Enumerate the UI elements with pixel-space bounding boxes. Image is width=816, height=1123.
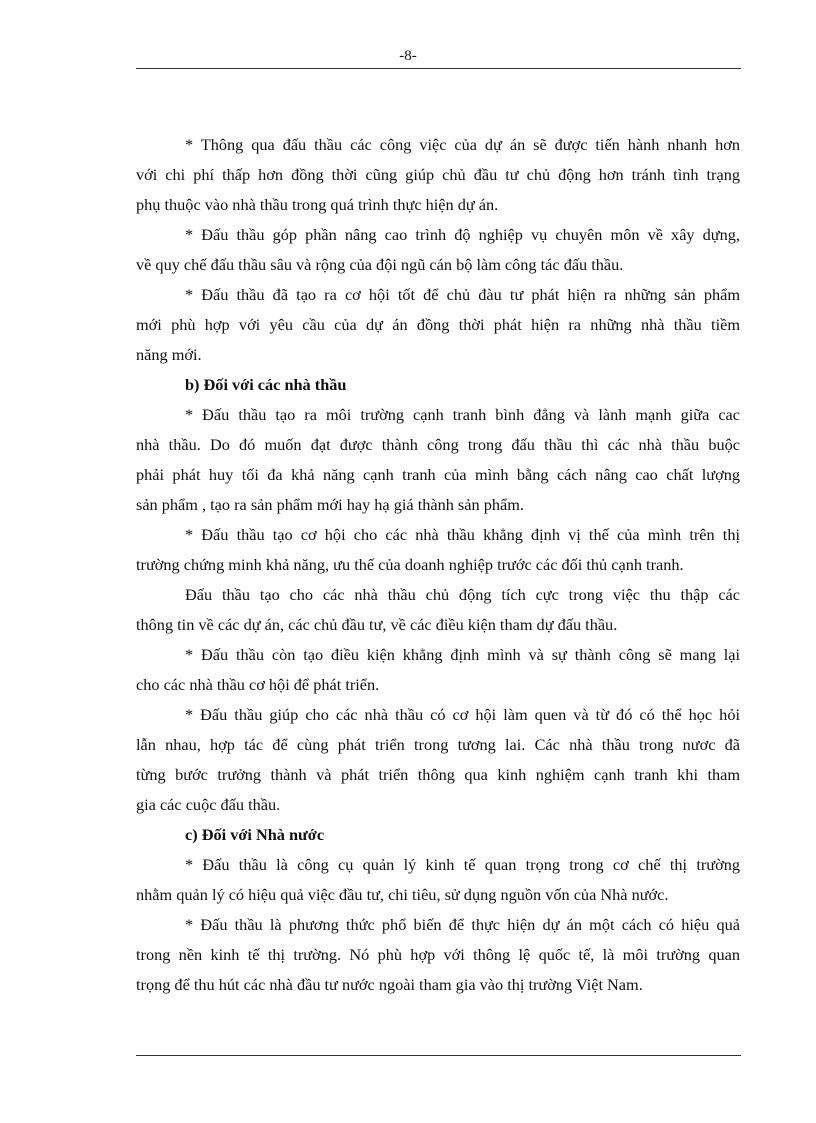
paragraph-line: * Đấu thầu tạo cơ hội cho các nhà thầu khẳng định vị thế của mình trên thị [185, 525, 740, 544]
paragraph [136, 130, 740, 220]
document-body [136, 130, 740, 1000]
paragraph [136, 220, 740, 280]
section-heading: b) Đối với các nhà thầu [185, 375, 347, 394]
paragraph [136, 700, 740, 820]
paragraph-line: phải phát huy tối đa khả năng cạnh tranh của mình bằng cách nâng cao chất lượng [136, 465, 740, 484]
paragraph-line: sản phẩm , tạo ra sản phẩm mới hay hạ giá thành sản phẩm. [136, 495, 524, 514]
paragraph-line: * Đấu thầu giúp cho các nhà thầu có cơ hội làm quen và từ đó có thể học hỏi [185, 705, 740, 724]
paragraph-line: * Đấu thầu còn tạo điều kiện khẳng định mình và sự thành công sẽ mang lại [185, 645, 740, 664]
section-heading: c) Đối với Nhà nước [185, 825, 325, 844]
paragraph [136, 640, 740, 700]
paragraph [136, 520, 740, 580]
paragraph-line: * Đấu thầu góp phần nâng cao trình độ nghiệp vụ chuyên môn về xây dựng, [185, 225, 740, 244]
paragraph-line: * Đấu thầu tạo ra môi trường cạnh tranh bình đẳng và lành mạnh giữa cac [185, 405, 740, 424]
paragraph-line: mới phù hợp với yêu cầu của dự án đồng thời phát hiện ra những nhà thầu tiềm [136, 315, 740, 334]
paragraph-line: * Đấu thầu là phương thức phổ biến để thực hiện dự án một cách có hiệu quả [185, 915, 740, 934]
paragraph-line: Đấu thầu tạo cho các nhà thầu chủ động tích cực trong việc thu thập các [185, 585, 740, 604]
paragraph-line: * Thông qua đấu thầu các công việc của dự án sẽ được tiến hành nhanh hơn [185, 135, 740, 154]
paragraph [136, 280, 740, 370]
header-rule [136, 68, 741, 69]
paragraph [136, 400, 740, 520]
paragraph-line: từng bước trưởng thành và phát triển thông qua kinh nghiệm cạnh tranh khi tham [136, 765, 740, 784]
paragraph [136, 850, 740, 910]
paragraph-line: thông tin về các dự án, các chủ đầu tư, về các điều kiện tham dự đấu thầu. [136, 615, 618, 634]
footer-rule [136, 1055, 741, 1056]
paragraph-line: gia các cuộc đấu thầu. [136, 795, 281, 814]
paragraph-line: nhằm quản lý có hiệu quả việc đầu tư, chi tiêu, sử dụng nguồn vốn của Nhà nước. [136, 885, 669, 904]
paragraph-line: lẫn nhau, hợp tác để cùng phát triển trong tương lai. Các nhà thầu trong nươc đã [136, 735, 740, 754]
paragraph-line: trường chứng minh khả năng, ưu thế của doanh nghiệp trước các đối thủ cạnh tranh. [136, 555, 684, 574]
paragraph-line: trong nền kinh tế thị trường. Nó phù hợp với thông lệ quốc tế, là môi trường quan [136, 945, 740, 964]
paragraph-line: cho các nhà thầu cơ hội để phát triển. [136, 675, 380, 694]
paragraph [136, 580, 740, 640]
paragraph-line: năng mới. [136, 345, 202, 364]
paragraph-line: về quy chế đấu thầu sâu và rộng của đội ngũ cán bộ làm công tác đấu thầu. [136, 255, 624, 274]
paragraph [136, 910, 740, 1000]
paragraph-line: nhà thầu. Do đó muốn đạt được thành công trong đấu thầu thì các nhà thầu buộc [136, 435, 740, 454]
paragraph-line: phụ thuộc vào nhà thầu trong quá trình thực hiện dự án. [136, 195, 499, 214]
paragraph-line: với chi phí thấp hơn đồng thời cũng giúp chủ đầu tư chủ động hơn tránh tình trạng [136, 165, 740, 184]
paragraph-line: trọng để thu hút các nhà đầu tư nước ngoài tham gia vào thị trường Việt Nam. [136, 975, 643, 994]
paragraph-line: * Đấu thầu đã tạo ra cơ hội tốt để chủ đàu tư phát hiện ra những sản phẩm [185, 285, 740, 304]
paragraph-line: * Đấu thầu là công cụ quản lý kinh tế quan trọng trong cơ chế thị trường [185, 855, 740, 874]
page-number: -8- [399, 48, 417, 64]
